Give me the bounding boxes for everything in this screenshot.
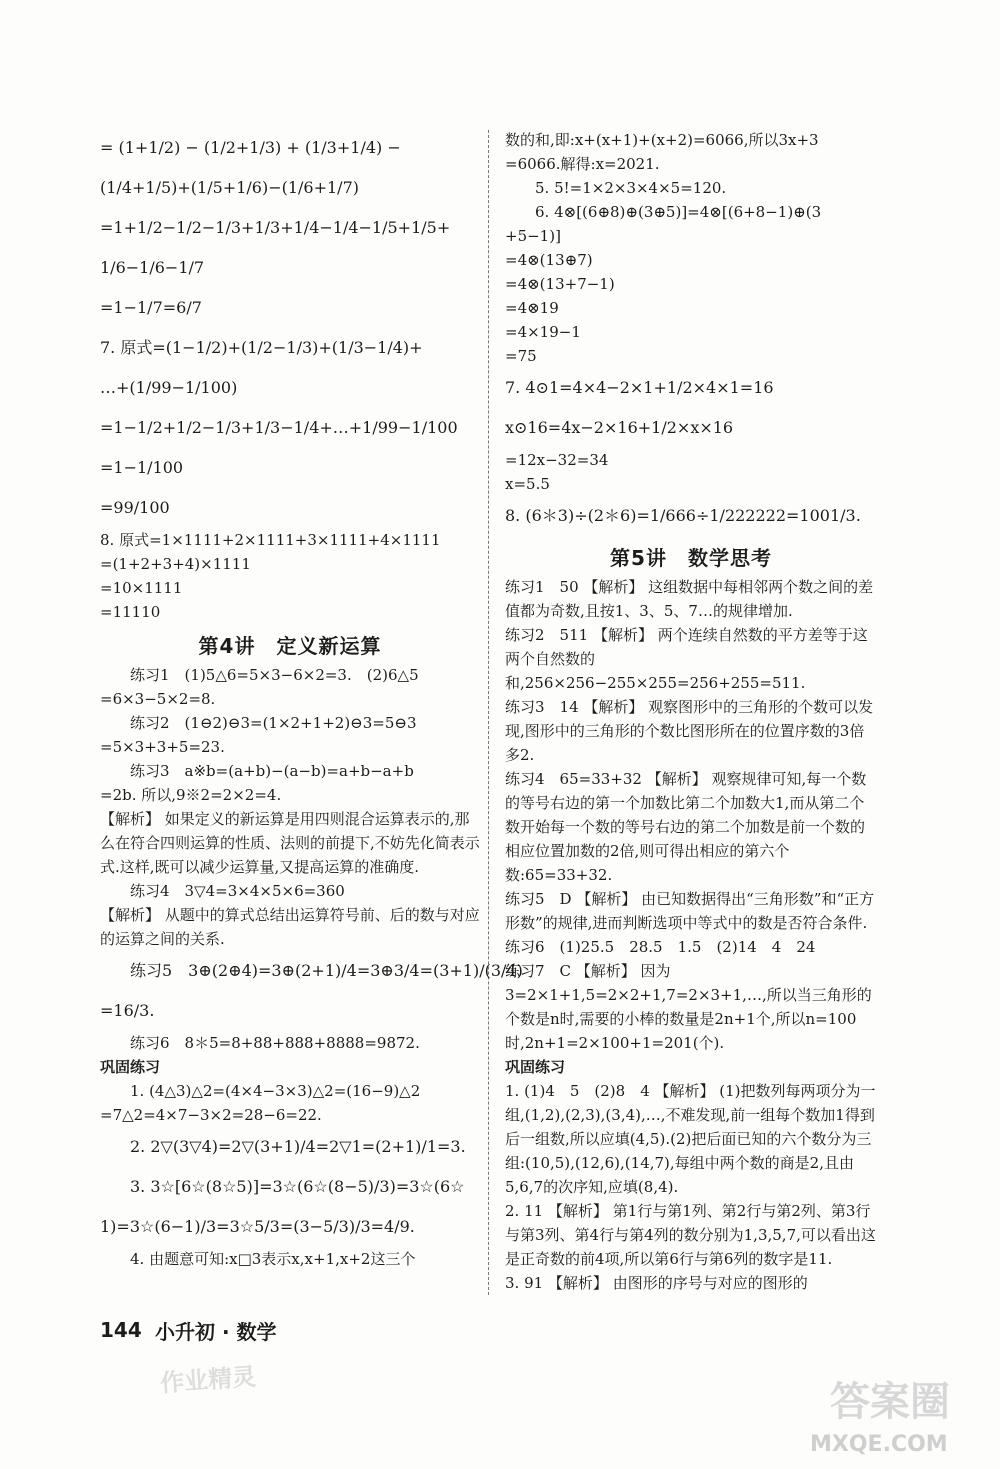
math-line: …+(1/99−1/100) <box>100 378 238 397</box>
consolidation-heading: 巩固练习 <box>505 1058 566 1076</box>
math-line: =6066.解得:x=2021. <box>505 155 660 173</box>
exercise-line: =7△2=4×7−3×2=28−6=22. <box>100 1106 322 1124</box>
math-line: 7. 原式=(1−1/2)+(1/2−1/3)+(1/3−1/4)+ <box>100 338 423 357</box>
exercise-line: 1)=3☆(6−1)/3=3☆5/3=(3−5/3)/3=4/9. <box>100 1217 415 1236</box>
math-line: +5−1)] <box>505 227 561 245</box>
math-line: (1/4+1/5)+(1/5+1/6)−(1/6+1/7) <box>100 178 359 197</box>
math-line: 1/6−1/6−1/7 <box>100 258 205 277</box>
column-divider <box>488 130 489 1295</box>
right-column <box>505 128 877 1295</box>
exercise-line: 4. 由题意可知:x□3表示x,x+1,x+2这三个 <box>130 1250 416 1268</box>
exercise-paragraph: 练习3 14 【解析】 观察图形中的三角形的个数可以发现,图形中的三角形的个数比图形所在的位置序数的3倍多2. <box>505 698 874 764</box>
exercise-line: 1. (4△3)△2=(4×4−3×3)△2=(16−9)△2 <box>130 1082 421 1100</box>
exercise-line: =16/3. <box>100 1001 155 1020</box>
watermark: 作业精灵 <box>159 1362 258 1398</box>
exercise-line: 练习6 (1)25.5 28.5 1.5 (2)14 4 24 <box>505 938 816 956</box>
math-line: =1−1/2+1/2−1/3+1/3−1/4+…+1/99−1/100 <box>100 418 458 437</box>
exercise-line: =5×3+3+5=23. <box>100 738 225 756</box>
lecture-5-title: 第5讲 数学思考 <box>610 546 772 570</box>
exercise-paragraph: 练习4 65=33+32 【解析】 观察规律可知,每一个数的等号右边的第一个加数比第二个加数大1,而从第二个数开始每一个数的等号右边的第二个加数是前一个数的相应位置加数的2倍,则可得出相应的第六个数:65=33+32. <box>505 770 867 884</box>
exercise-line: 练习2 (1⊖2)⊖3=(1×2+1+2)⊖3=5⊖3 <box>130 714 417 732</box>
exercise-line: =2b. 所以,9※2=2×2=4. <box>100 786 282 804</box>
exercise-paragraph: 练习5 D 【解析】 由已知数据得出“三角形数”和“正方形数”的规律,进而判断选项中等式中的数是否符合条件. <box>505 890 875 932</box>
exercise-line: 练习4 3▽4=3×4×5×6=360 <box>130 882 345 900</box>
math-line: =99/100 <box>100 498 170 517</box>
math-line: = (1+1/2) − (1/2+1/3) + (1/3+1/4) − <box>100 138 401 157</box>
lecture-4-title: 第4讲 定义新运算 <box>198 634 382 658</box>
math-line: 7. 4⊙1=4×4−2×1+1/2×4×1=16 <box>505 378 774 397</box>
math-line: 8. (6＊3)÷(2＊6)=1/666÷1/222222=1001/3. <box>505 506 861 525</box>
exercise-line: 练习1 (1)5△6=5×3−6×2=3. (2)6△5 <box>130 666 419 684</box>
math-line: 8. 原式=1×1111+2×1111+3×1111+4×1111 <box>100 531 441 549</box>
exercise-line: 3. 3☆[6☆(8☆5)]=3☆(6☆(8−5)/3)=3☆(6☆ <box>130 1177 465 1196</box>
math-line: x=5.5 <box>505 475 550 493</box>
exercise-paragraph: 练习2 511 【解析】 两个连续自然数的平方差等于这两个自然数的和,256×256−255×255=256+255=511. <box>505 626 868 692</box>
exercise-line: 练习6 8＊5=8+88+888+8888=9872. <box>130 1034 420 1052</box>
math-line: =1−1/7=6/7 <box>100 298 202 317</box>
exercise-line: 3. 91 【解析】 由图形的序号与对应的图形的 <box>505 1274 808 1292</box>
math-line: =4⊗(13⊕7) <box>505 251 593 269</box>
math-line: 6. 4⊗[(6⊕8)⊕(3⊕5)]=4⊗[(6+8−1)⊕(3 <box>535 203 822 221</box>
math-line: =4⊗19 <box>505 299 559 317</box>
exercise-paragraph: 练习1 50 【解析】 这组数据中每相邻两个数之间的差值都为奇数,且按1、3、5、7…的规律增加. <box>505 578 874 620</box>
exercise-line: =6×3−5×2=8. <box>100 690 216 708</box>
book-title: 小升初 · 数学 <box>155 1320 277 1344</box>
math-line: =10×1111 <box>100 579 183 597</box>
exercise-line: 2. 2▽(3▽4)=2▽(3+1)/4=2▽1=(2+1)/1=3. <box>130 1137 466 1156</box>
math-line: =(1+2+3+4)×1111 <box>100 555 251 573</box>
math-line: =11110 <box>100 603 161 621</box>
math-line: =1−1/100 <box>100 458 184 477</box>
explanation-paragraph: 【解析】 从题中的算式总结出运算符号前、后的数与对应的运算之间的关系. <box>100 906 480 948</box>
math-line: =75 <box>505 347 537 365</box>
exercise-paragraph: 1. (1)4 5 (2)8 4 【解析】 (1)把数列每两项分为一组,(1,2),(2,3),(3,4),…,不难发现,前一组每个数加1得到后一组数,所以应填(4,5).(2)把后面已知的六个数分为三组:(10,5),(12,6),(14,7),每组中两个数的商是2,且由5,6,7的次序知,应填(8,4). <box>505 1082 876 1196</box>
explanation-paragraph: 【解析】 如果定义的新运算是用四则混合运算表示的,那么在符合四则运算的性质、法则的前提下,不妨先化简表示式.这样,既可以减少运算量,又提高运算的准确度. <box>100 810 480 876</box>
exercise-line: 练习5 3⊕(2⊕4)=3⊕(2+1)/4=3⊕3/4=(3+1)/(3/4) <box>130 961 523 980</box>
watermark: MXQE.COM <box>810 1432 948 1457</box>
math-line: =1+1/2−1/2−1/3+1/3+1/4−1/4−1/5+1/5+ <box>100 218 451 237</box>
math-line: x⊙16=4x−2×16+1/2×x×16 <box>505 418 734 437</box>
page-number: 144 <box>100 1318 142 1342</box>
exercise-line: 练习3 a※b=(a+b)−(a−b)=a+b−a+b <box>130 762 414 780</box>
exercise-paragraph: 练习7 C 【解析】 因为3=2×1+1,5=2×2+1,7=2×3+1,…,所以当三角形的个数是n时,需要的小棒的数量是2n+1个,所以n=100时,2n+1=2×100+1=201(个). <box>505 962 872 1052</box>
math-line: 数的和,即:x+(x+1)+(x+2)=6066,所以3x+3 <box>505 131 819 149</box>
math-line: =12x−32=34 <box>505 451 609 469</box>
math-line: =4⊗(13+7−1) <box>505 275 615 293</box>
watermark: 答案圈 <box>830 1379 950 1425</box>
exercise-paragraph: 2. 11 【解析】 第1行与第1列、第2行与第2列、第3行与第3列、第4行与第4列的数分别为1,3,5,7,可以看出这是正奇数的前4项,所以第6行与第6列的数字是11. <box>505 1202 876 1268</box>
math-line: 5. 5!=1×2×3×4×5=120. <box>535 179 727 197</box>
consolidation-heading: 巩固练习 <box>100 1058 161 1076</box>
math-line: =4×19−1 <box>505 323 581 341</box>
